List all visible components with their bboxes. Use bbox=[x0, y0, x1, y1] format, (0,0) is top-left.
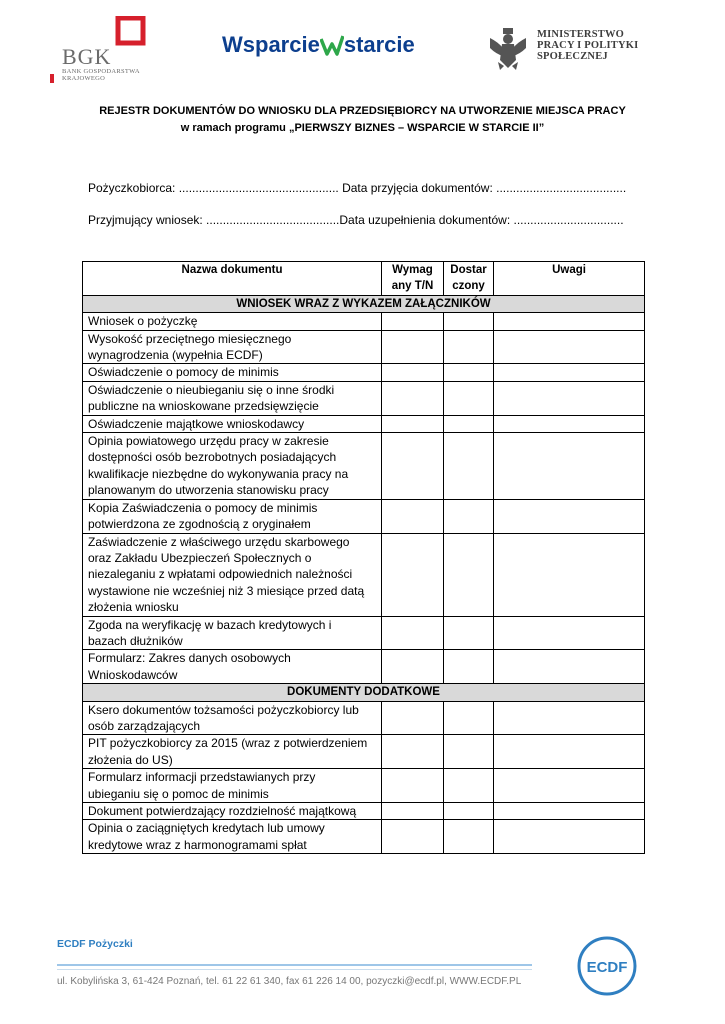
footer-brand: ECDF Pożyczki bbox=[57, 938, 133, 950]
required-cell[interactable] bbox=[382, 769, 444, 803]
ecdf-logo-text: ECDF bbox=[586, 959, 628, 976]
document-name-line: Wysokość przeciętnego miesięcznego bbox=[88, 331, 292, 346]
document-name-line: złożenia do US) bbox=[88, 752, 173, 767]
bgk-logo-text: BGK bbox=[62, 44, 112, 69]
document-name-line: Formularz informacji przedstawianych przy bbox=[88, 770, 316, 785]
document-name-line: kredytowe wraz z harmonogramami spłat bbox=[88, 837, 307, 852]
delivered-cell[interactable] bbox=[444, 313, 494, 330]
bgk-logo-subtext: BANK GOSPODARSTWA KRAJOWEGO bbox=[62, 68, 140, 82]
delivered-cell[interactable] bbox=[444, 769, 494, 803]
ministry-line-2: PRACY I POLITYKI bbox=[537, 40, 639, 51]
document-name-line: Kopia Zaświadczenia o pomocy de minimis bbox=[88, 500, 318, 515]
notes-cell[interactable] bbox=[494, 499, 645, 533]
document-name-line: Oświadczenie o nieubieganiu się o inne środki bbox=[88, 382, 335, 397]
notes-cell[interactable] bbox=[494, 330, 645, 364]
notes-cell[interactable] bbox=[494, 415, 645, 432]
table-row bbox=[83, 701, 645, 735]
footer-divider-thin bbox=[57, 969, 532, 970]
document-name-line: oraz Zakładu Ubezpieczeń Społecznych o bbox=[88, 550, 312, 565]
ministry-line-1: MINISTERSTWO bbox=[537, 29, 625, 40]
document-name-line: Opinia o zaciągniętych kredytach lub umowy bbox=[88, 821, 325, 836]
delivered-cell[interactable] bbox=[444, 381, 494, 415]
ecdf-circle-logo-icon bbox=[576, 935, 638, 997]
document-name-line: publiczne na wnioskowane przedsięwzięcie bbox=[88, 399, 319, 414]
header-logos bbox=[0, 0, 725, 95]
footer-divider bbox=[57, 964, 532, 966]
eagle-emblem-icon bbox=[486, 26, 530, 72]
required-cell[interactable] bbox=[382, 650, 444, 684]
required-cell[interactable] bbox=[382, 533, 444, 616]
document-name-line: Opinia powiatowego urzędu pracy w zakresie bbox=[88, 434, 329, 449]
delivered-cell[interactable] bbox=[444, 330, 494, 364]
required-cell[interactable] bbox=[382, 433, 444, 500]
document-register-table bbox=[82, 261, 645, 854]
delivered-cell[interactable] bbox=[444, 433, 494, 500]
document-name-cell bbox=[83, 433, 382, 500]
section-application-row bbox=[83, 295, 645, 312]
document-name-line: niezaleganiu z wpłatami odpowiednich należności bbox=[88, 567, 353, 582]
header-document-name: Nazwa dokumentu bbox=[83, 262, 382, 296]
table-row bbox=[83, 769, 645, 803]
document-name-cell bbox=[83, 735, 382, 769]
table-row bbox=[83, 313, 645, 330]
document-name-cell bbox=[83, 415, 382, 432]
document-name-line: bazach dłużników bbox=[88, 633, 183, 648]
wsparcie-v-icon bbox=[320, 34, 344, 56]
document-name-cell bbox=[83, 364, 382, 381]
required-cell[interactable] bbox=[382, 381, 444, 415]
table-row bbox=[83, 381, 645, 415]
notes-cell[interactable] bbox=[494, 433, 645, 500]
required-cell[interactable] bbox=[382, 313, 444, 330]
table-header-row bbox=[83, 262, 645, 296]
table-row bbox=[83, 364, 645, 381]
delivered-cell[interactable] bbox=[444, 415, 494, 432]
required-cell[interactable] bbox=[382, 415, 444, 432]
required-cell[interactable] bbox=[382, 330, 444, 364]
document-name-cell bbox=[83, 820, 382, 854]
document-name-cell bbox=[83, 533, 382, 616]
borrower-date-line: Pożyczkobiorca: ................................................ Data przyjęcia dokumentów: ....................................... bbox=[88, 181, 627, 195]
ministry-logo-text bbox=[537, 29, 638, 62]
title-line-2: w ramach programu „PIERWSZY BIZNES – WSPARCIE W STARCIE II” bbox=[180, 122, 545, 134]
table-row bbox=[83, 803, 645, 820]
document-name-cell bbox=[83, 650, 382, 684]
document-name-line: Oświadczenie majątkowe wnioskodawcy bbox=[88, 416, 305, 431]
required-cell[interactable] bbox=[382, 735, 444, 769]
table-row bbox=[83, 499, 645, 533]
required-cell[interactable] bbox=[382, 701, 444, 735]
section-additional-title: DOKUMENTY DODATKOWE bbox=[83, 684, 645, 701]
required-cell[interactable] bbox=[382, 499, 444, 533]
header-notes: Uwagi bbox=[494, 262, 645, 296]
notes-cell[interactable] bbox=[494, 616, 645, 650]
delivered-cell[interactable] bbox=[444, 616, 494, 650]
receiver-date-line: Przyjmujący wniosek: ........................................Data uzupełnienia dokumentów: ................................. bbox=[88, 213, 624, 227]
notes-cell[interactable] bbox=[494, 313, 645, 330]
document-name-line: Zgoda na weryfikację w bazach kredytowych i bbox=[88, 617, 332, 632]
table-row bbox=[83, 650, 645, 684]
document-name-line: wynagrodzenia (wypełnia ECDF) bbox=[88, 348, 263, 363]
document-name-line: dostępności osób bezrobotnych posiadających bbox=[88, 450, 337, 465]
document-name-line: ubieganiu się o pomoc de minimis bbox=[88, 786, 269, 801]
required-cell[interactable] bbox=[382, 820, 444, 854]
notes-cell[interactable] bbox=[494, 533, 645, 616]
notes-cell[interactable] bbox=[494, 364, 645, 381]
ministry-line-3: SPOŁECZNEJ bbox=[537, 51, 608, 62]
document-name-cell bbox=[83, 381, 382, 415]
document-name-line: wystawione nie wcześniej niż 3 miesiące przed datą bbox=[88, 583, 365, 598]
section-additional-row bbox=[83, 684, 645, 701]
title-line-1: REJESTR DOKUMENTÓW DO WNIOSKU DLA PRZEDSIĘBIORCY NA UTWORZENIE MIEJSCA PRACY bbox=[99, 105, 626, 117]
table-row bbox=[83, 415, 645, 432]
document-name-cell bbox=[83, 803, 382, 820]
delivered-cell[interactable] bbox=[444, 735, 494, 769]
document-name-cell bbox=[83, 313, 382, 330]
document-name-cell bbox=[83, 330, 382, 364]
notes-cell[interactable] bbox=[494, 769, 645, 803]
document-name-line: złożenia wniosku bbox=[88, 600, 179, 615]
delivered-cell[interactable] bbox=[444, 650, 494, 684]
delivered-cell[interactable] bbox=[444, 364, 494, 381]
document-name-line: Ksero dokumentów tożsamości pożyczkobiorcy lub bbox=[88, 702, 359, 717]
table-row bbox=[83, 820, 645, 854]
notes-cell[interactable] bbox=[494, 650, 645, 684]
document-name-cell bbox=[83, 616, 382, 650]
document-name-cell bbox=[83, 769, 382, 803]
program-logo-left: Wsparcie bbox=[222, 32, 320, 57]
table-row bbox=[83, 616, 645, 650]
document-name-cell bbox=[83, 499, 382, 533]
notes-cell[interactable] bbox=[494, 735, 645, 769]
table-row bbox=[83, 735, 645, 769]
table-row bbox=[83, 330, 645, 364]
delivered-cell[interactable] bbox=[444, 820, 494, 854]
document-name-line: Formularz: Zakres danych osobowych bbox=[88, 651, 291, 666]
required-cell[interactable] bbox=[382, 364, 444, 381]
delivered-cell[interactable] bbox=[444, 803, 494, 820]
document-name-line: osób zarządzających bbox=[88, 718, 201, 733]
document-name-line: Wnioskodawców bbox=[88, 667, 178, 682]
document-name-line: Dokument potwierdzający rozdzielność majątkową bbox=[88, 804, 357, 818]
notes-cell[interactable] bbox=[494, 820, 645, 854]
required-cell[interactable] bbox=[382, 616, 444, 650]
table-row bbox=[83, 433, 645, 500]
document-name-line: potwierdzona ze zgodnością z oryginałem bbox=[88, 517, 311, 532]
table-row bbox=[83, 533, 645, 616]
document-name-line: Oświadczenie o pomocy de minimis bbox=[88, 365, 279, 380]
document-name-line: Zaświadczenie z właściwego urzędu skarbowego bbox=[88, 534, 350, 549]
section-application-title: WNIOSEK WRAZ Z WYKAZEM ZAŁĄCZNIKÓW bbox=[83, 295, 645, 312]
program-logo bbox=[222, 32, 415, 58]
document-name-line: planowanym do utworzenia stanowisku pracy bbox=[88, 483, 329, 498]
document-name-line: Wniosek o pożyczkę bbox=[88, 314, 198, 329]
document-name-line: kwalifikacje niezbędne do wykonywania pracy na bbox=[88, 466, 349, 481]
header-delivered: Dostar czony bbox=[444, 262, 494, 296]
document-name-cell bbox=[83, 701, 382, 735]
document-title bbox=[0, 103, 725, 137]
notes-cell[interactable] bbox=[494, 381, 645, 415]
document-name-line: PIT pożyczkobiorcy za 2015 (wraz z potwierdzeniem bbox=[88, 736, 368, 751]
required-cell[interactable] bbox=[382, 803, 444, 820]
footer-address: ul. Kobylińska 3, 61-424 Poznań, tel. 61 22 61 340, fax 61 226 14 00, pozyczki@ecdf.pl, WWW.ECDF.PL bbox=[57, 976, 522, 987]
program-logo-right: starcie bbox=[343, 32, 415, 57]
delivered-cell[interactable] bbox=[444, 533, 494, 616]
notes-cell[interactable] bbox=[494, 701, 645, 735]
notes-cell[interactable] bbox=[494, 803, 645, 820]
delivered-cell[interactable] bbox=[444, 701, 494, 735]
header-required: Wymag any T/N bbox=[382, 262, 444, 296]
delivered-cell[interactable] bbox=[444, 499, 494, 533]
